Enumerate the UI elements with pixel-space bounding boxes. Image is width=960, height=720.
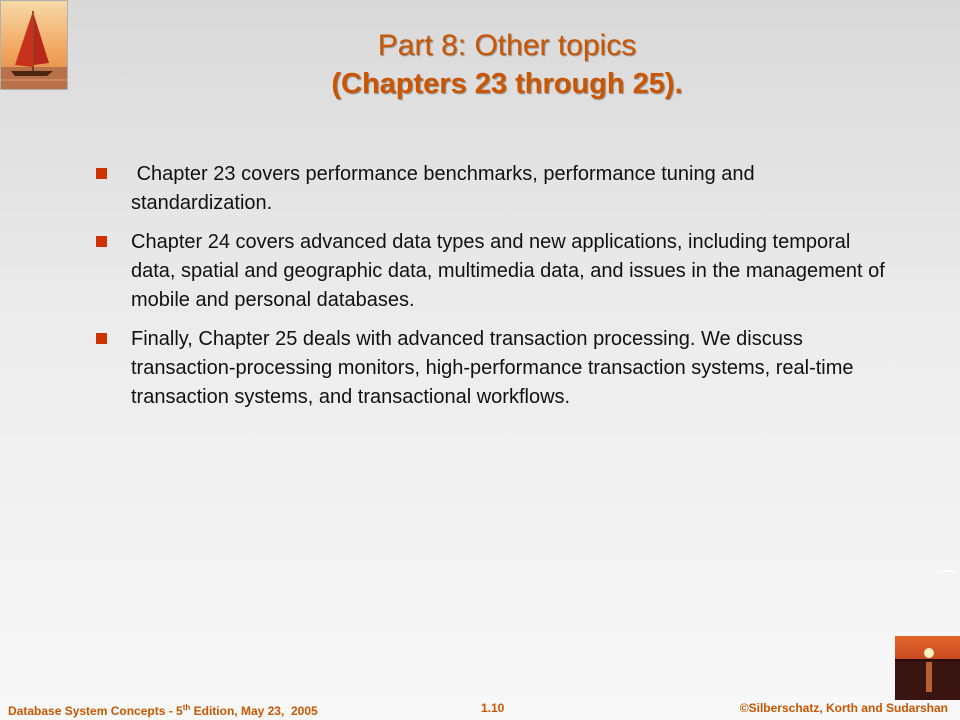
bullet-list <box>96 160 896 422</box>
footer-book-info <box>8 700 318 719</box>
footer-page-number: 1.10 <box>481 701 505 715</box>
bullet-item <box>96 325 896 412</box>
slide-footer <box>0 700 960 720</box>
footer-left-prefix: Database System Concepts - 5 <box>8 704 183 718</box>
sunset-logo <box>895 636 960 700</box>
square-bullet-icon <box>96 236 107 247</box>
footer-left-suffix: Edition, May 23, 2005 <box>190 704 318 718</box>
decorative-swoosh <box>936 570 958 578</box>
square-bullet-icon <box>96 168 107 179</box>
title-line-2: (Chapters 23 through 25). <box>331 68 683 100</box>
square-bullet-icon <box>96 333 107 344</box>
bullet-text: Finally, Chapter 25 deals with advanced transaction processing. We discuss transaction-processing monitors, high-performance transaction systems, real-time transaction systems, and transactional workflows. <box>131 328 854 408</box>
bullet-item <box>96 228 896 315</box>
bullet-text: Chapter 23 covers performance benchmarks, performance tuning and standardization. <box>131 163 761 214</box>
bullet-item <box>96 160 896 218</box>
footer-left-sup: th <box>182 703 191 712</box>
bullet-text: Chapter 24 covers advanced data types and new applications, including temporal data, spatial and geographic data, multimedia data, and issues in the management of mobile and personal databases. <box>131 231 885 311</box>
title-line-1: Part 8: Other topics <box>377 29 637 62</box>
footer-copyright: ©Silberschatz, Korth and Sudarshan <box>739 701 948 715</box>
sunset-sea-logo <box>895 636 960 700</box>
slide-title <box>0 26 960 102</box>
